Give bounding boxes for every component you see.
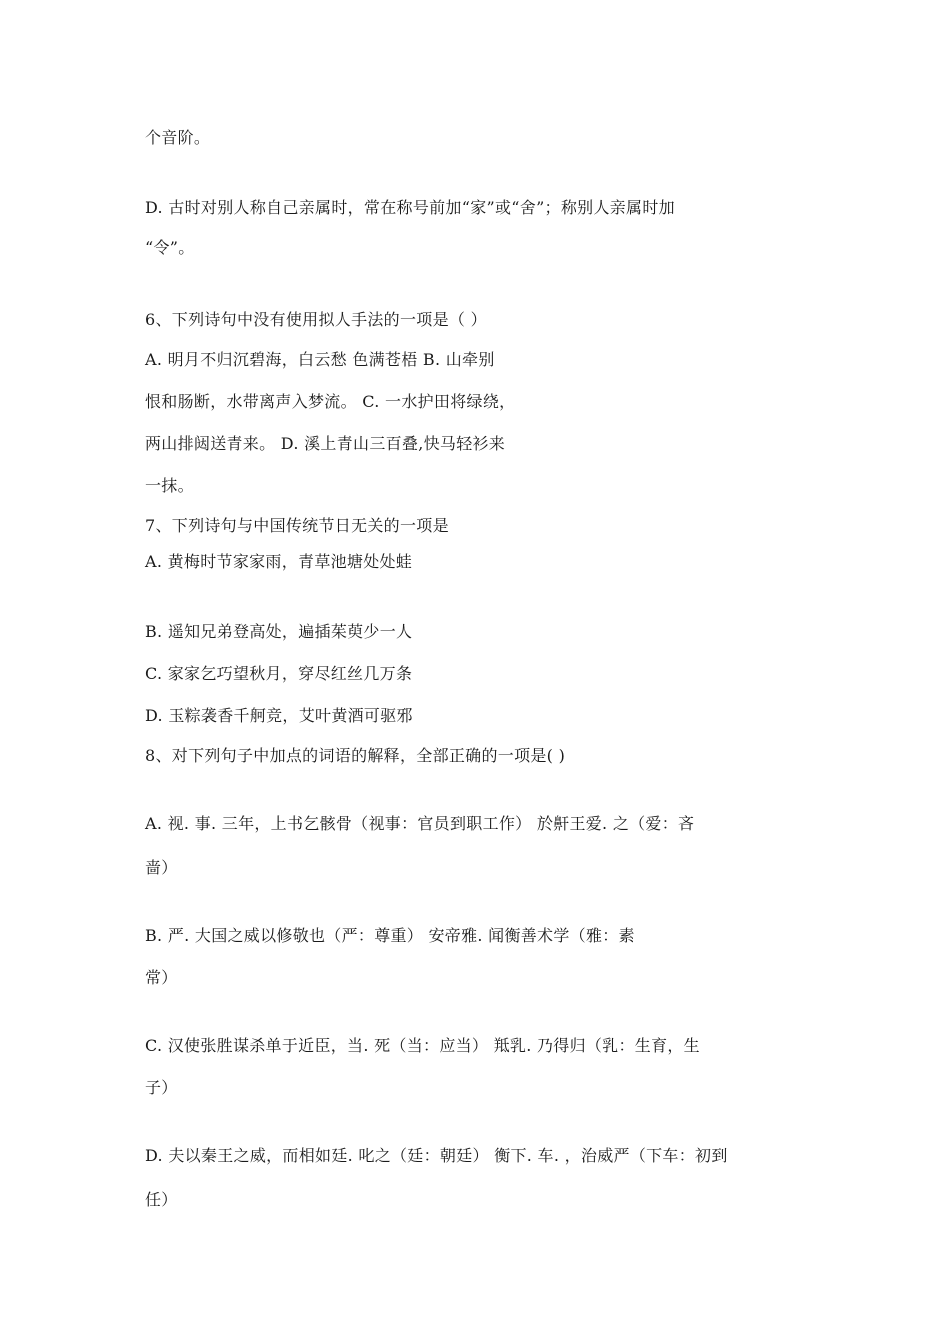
text-line-3: “令”。: [145, 238, 195, 257]
question-8-option-d: D. 夫以秦王之威，而相如廷. 叱之（廷：朝廷） 衡下. 车. ，治威严（下车：初到: [145, 1146, 728, 1165]
question-8-option-b: B. 严. 大国之威以修敬也（严：尊重） 安帝雅. 闻衡善术学（雅：素: [145, 926, 635, 945]
question-6-line-3: 两山排闼送青来。 D. 溪上青山三百叠,快马轻衫来: [145, 434, 506, 453]
question-8-option-c: C. 汉使张胜谋杀单于近臣，当. 死（当：应当） 羝乳. 乃得归（乳：生育，生: [145, 1036, 700, 1055]
text-line-2: D. 古时对别人称自己亲属时，常在称号前加“家”或“舍”；称别人亲属时加: [145, 198, 675, 217]
question-7-option-d: D. 玉粽袭香千舸竞，艾叶黄酒可驱邪: [145, 706, 413, 725]
question-6-line-2: 恨和肠断，水带离声入梦流。 C. 一水护田将绿绕，: [145, 392, 516, 411]
question-6-stem: 6、下列诗句中没有使用拟人手法的一项是（ ）: [145, 310, 487, 329]
question-7-stem: 7、下列诗句与中国传统节日无关的一项是: [145, 516, 449, 535]
question-6-line-4: 一抹。: [145, 476, 194, 495]
question-7-option-c: C. 家家乞巧望秋月，穿尽红丝几万条: [145, 664, 413, 683]
question-8-option-c-cont: 子）: [145, 1078, 178, 1097]
text-line-1: 个音阶。: [145, 128, 211, 147]
question-8-option-a: A. 视. 事. 三年，上书乞骸骨（视事：官员到职工作） 於鼾王爱. 之（爱：吝: [145, 814, 695, 833]
question-7-option-a: A. 黄梅时节家家雨，青草池塘处处蛙: [145, 552, 413, 571]
question-6-line-1: A. 明月不归沉碧海，白云愁 色满苍梧 B. 山牵别: [145, 350, 495, 369]
question-8-option-a-cont: 啬）: [145, 858, 178, 877]
question-8-option-b-cont: 常）: [145, 968, 178, 987]
question-8-stem: 8、对下列句子中加点的词语的解释，全部正确的一项是( ): [145, 746, 566, 765]
question-8-option-d-cont: 任）: [145, 1190, 178, 1209]
question-7-option-b: B. 遥知兄弟登高处，遍插茱萸少一人: [145, 622, 413, 641]
